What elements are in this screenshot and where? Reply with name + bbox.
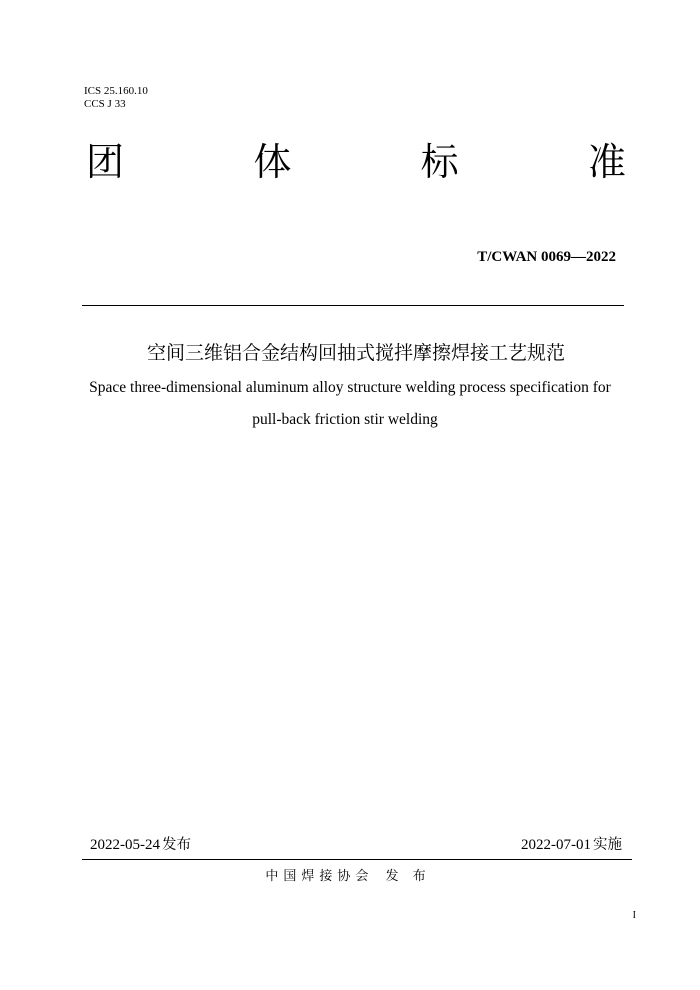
- issue-date: [90, 835, 191, 855]
- english-title-line-1: Space three-dimensional aluminum alloy structure welding process specification for: [89, 379, 611, 396]
- top-divider: [82, 305, 624, 306]
- ccs-code: CCS J 33: [84, 98, 126, 110]
- implementation-date: [521, 835, 622, 855]
- page-number: I: [632, 910, 636, 921]
- publisher-name: 中国焊接协会: [265, 869, 374, 884]
- ics-code: ICS 25.160.10: [84, 85, 148, 97]
- publisher-action: 发 布: [385, 869, 431, 884]
- impl-date-value: 2022-07-01: [521, 837, 591, 853]
- title-char-1: 团: [86, 140, 125, 184]
- bottom-divider: [82, 859, 632, 860]
- english-title-line-2: pull-back friction stir welding: [252, 411, 438, 428]
- title-char-3: 标: [420, 140, 459, 184]
- issue-date-value: 2022-05-24: [90, 837, 160, 853]
- standard-code: T/CWAN 0069—2022: [477, 249, 616, 265]
- classification-codes: [84, 85, 148, 111]
- title-char-2: 体: [253, 140, 292, 184]
- publisher: [0, 868, 700, 886]
- title-char-4: 准: [587, 140, 626, 184]
- impl-label: 实施: [593, 837, 622, 853]
- issue-label: 发布: [162, 837, 191, 853]
- chinese-title: 空间三维铝合金结构回抽式搅拌摩擦焊接工艺规范: [146, 342, 565, 364]
- document-type-title: [86, 138, 626, 186]
